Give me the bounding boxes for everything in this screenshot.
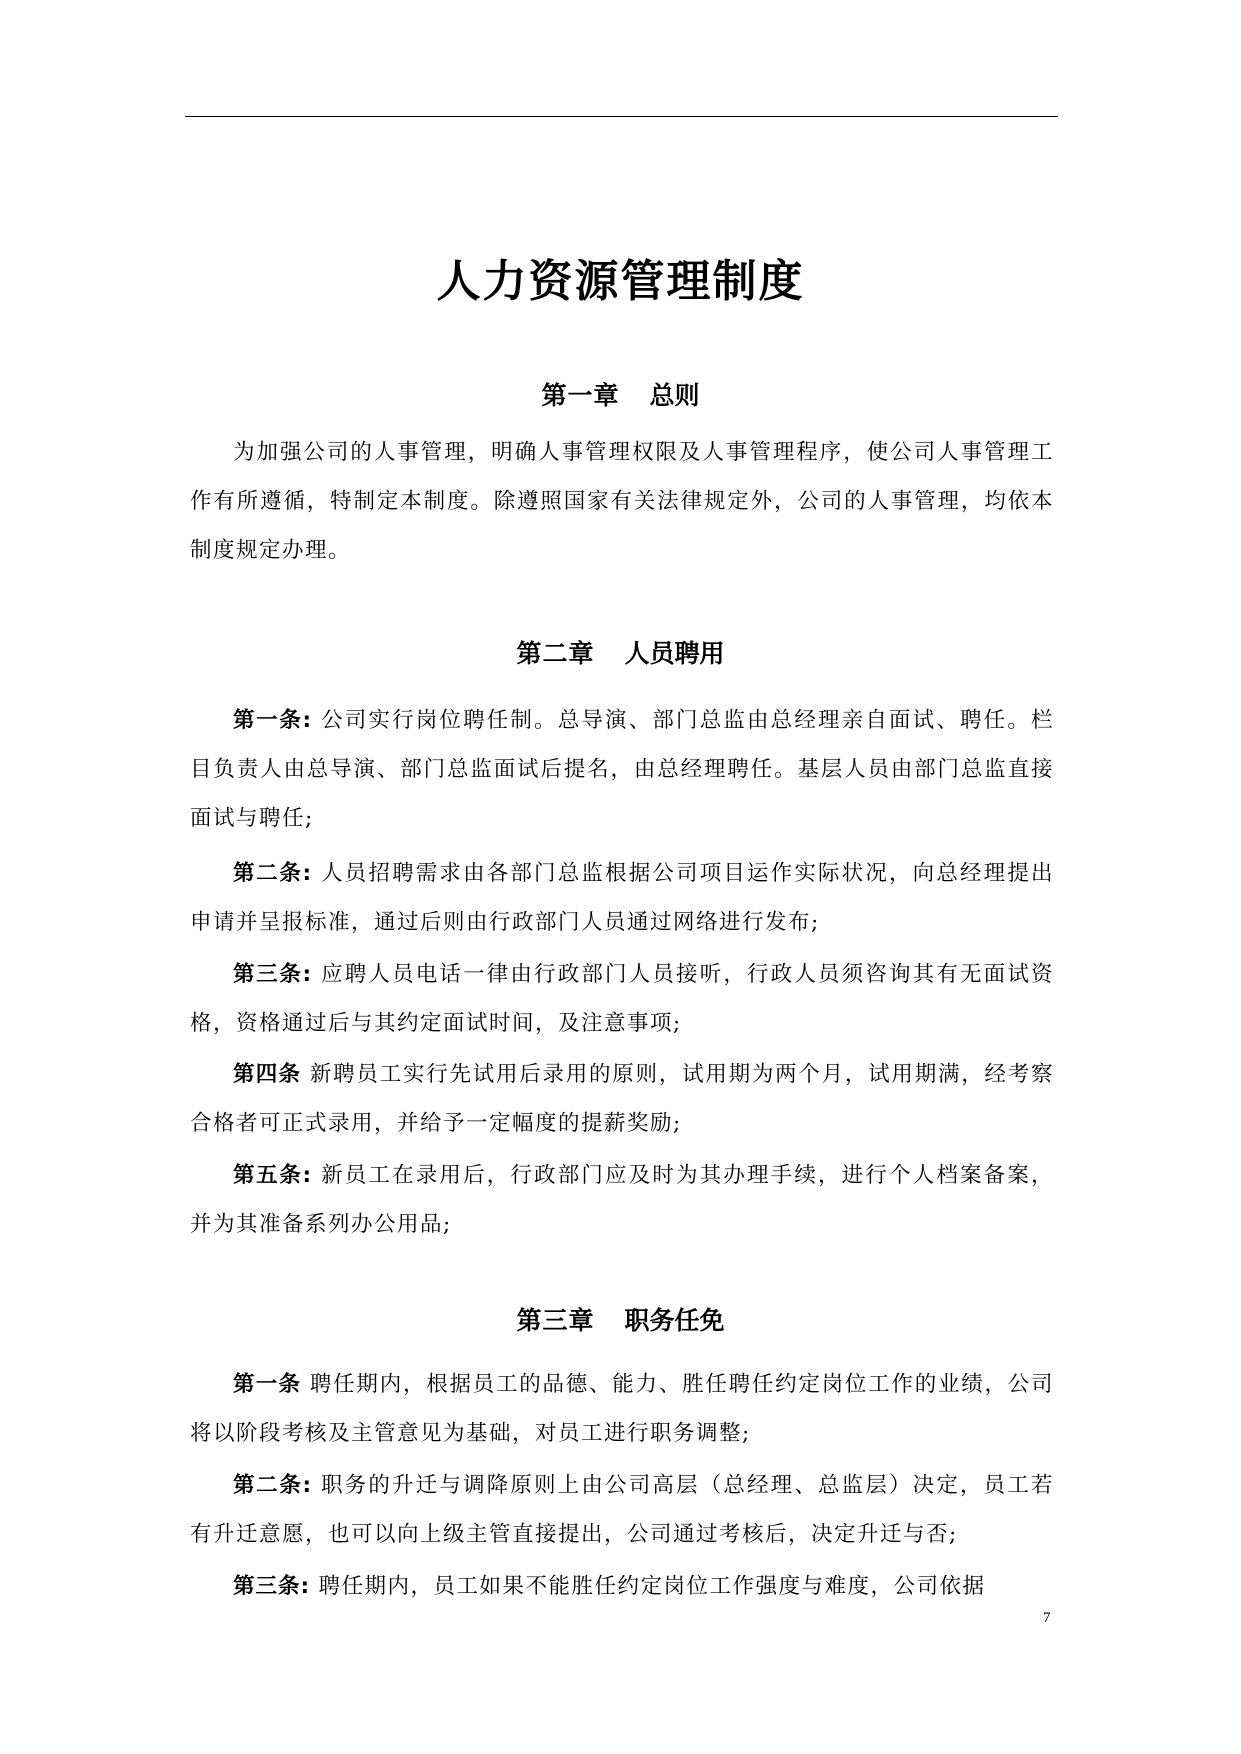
article-text: 聘任期内，根据员工的品德、能力、胜任聘任约定岗位工作的业绩，公司将以阶段考核及主管意见为基础，对员工进行职务调整;: [190, 1372, 1054, 1446]
article-1-chapter-3: [190, 1360, 1054, 1458]
article-label: 第一条: [233, 1372, 302, 1397]
chapter-heading-1: [0, 378, 1241, 414]
chapter-heading-3: [0, 1303, 1241, 1339]
chapter-number: 第三章: [516, 1306, 595, 1335]
article-label: 第三条:: [233, 1574, 311, 1599]
article-1: [190, 696, 1054, 843]
article-text: 职务的升迁与调降原则上由公司高层（总经理、总监层）决定，员工若有升迁意愿，也可以向上级主管直接提出，公司通过考核后，决定升迁与否;: [190, 1473, 1054, 1547]
chapter-heading-2: [0, 636, 1241, 672]
header-rule: [185, 116, 1058, 117]
document-title: 人力资源管理制度: [436, 256, 805, 307]
article-text: 公司实行岗位聘任制。总导演、部门总监由总经理亲自面试、聘任。栏目负责人由总导演、部门总监面试后提名，由总经理聘任。基层人员由部门总监直接面试与聘任;: [190, 708, 1054, 831]
article-text: 新员工在录用后，行政部门应及时为其办理手续，进行个人档案备案，并为其准备系列办公用品;: [190, 1163, 1054, 1237]
article-label: 第二条:: [233, 861, 313, 886]
article-label: 第三条:: [233, 962, 313, 987]
article-2-chapter-3: [190, 1461, 1054, 1559]
chapter-name: 人员聘用: [624, 639, 725, 668]
article-label: 第五条:: [233, 1163, 313, 1188]
chapter-name: 职务任免: [624, 1306, 725, 1335]
article-2: [190, 849, 1054, 947]
article-text: 应聘人员电话一律由行政部门人员接听，行政人员须咨询其有无面试资格，资格通过后与其约定面试时间，及注意事项;: [190, 962, 1054, 1036]
paragraph-text: 为加强公司的人事管理，明确人事管理权限及人事管理程序，使公司人事管理工作有所遵循，特制定本制度。除遵照国家有关法律规定外，公司的人事管理，均依本制度规定办理。: [190, 440, 1054, 563]
chapter-number: 第二章: [516, 639, 595, 668]
chapter-name: 总则: [649, 381, 700, 410]
article-label: 第一条:: [233, 708, 313, 733]
chapter-1-paragraph-1: [190, 428, 1054, 575]
article-4: [190, 1050, 1054, 1148]
article-label: 第四条: [233, 1062, 302, 1087]
article-text: 聘任期内，员工如果不能胜任约定岗位工作强度与难度，公司依据: [318, 1574, 986, 1599]
article-label: 第二条:: [233, 1473, 313, 1498]
article-3: [190, 950, 1054, 1048]
chapter-number: 第一章: [541, 381, 620, 410]
page-number: 7: [1043, 1610, 1051, 1626]
article-text: 人员招聘需求由各部门总监根据公司项目运作实际状况，向总经理提出申请并呈报标准，通过后则由行政部门人员通过网络进行发布;: [190, 861, 1054, 935]
article-5: [190, 1151, 1054, 1249]
article-text: 新聘员工实行先试用后录用的原则，试用期为两个月，试用期满，经考察合格者可正式录用，并给予一定幅度的提薪奖励;: [190, 1062, 1054, 1136]
article-3-chapter-3: [190, 1562, 1054, 1611]
